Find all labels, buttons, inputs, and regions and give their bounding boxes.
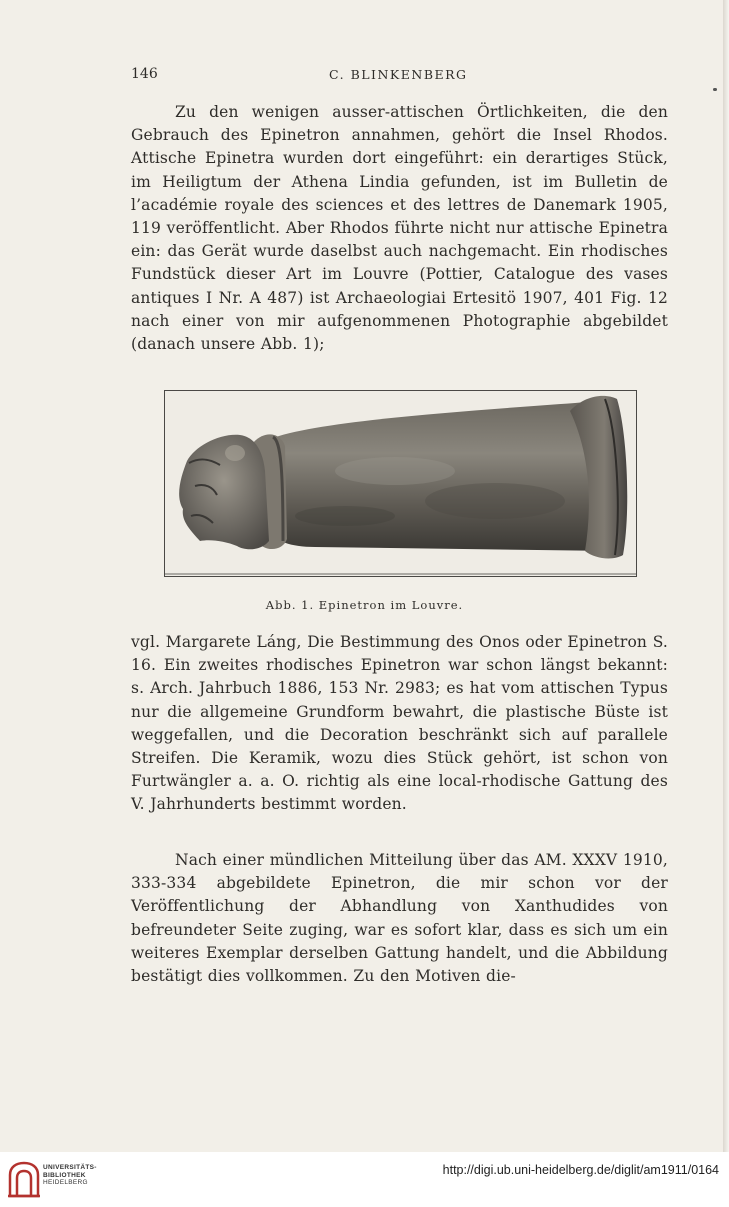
running-title: C. BLINKENBERG <box>329 67 468 82</box>
paragraph-2: vgl. Margarete Láng, Die Bestimmung des Onos oder Epinetron S. 16. Ein zweites rhodisches Epinetron war schon längst bekannt: s. Arch. Jahrbuch 1886, 153 Nr. 2983; es hat vom attischen Typus nur die allgemeine Grundform bewahrt, die plastische Büste ist weggefallen, und die Decoration beschränkt sich auf parallele Streifen. Die Keramik, wozu dies Stück gehört, ist schon von Furtwängler a. a. O. richtig als eine local-rhodische Gattung des V. Jahrhunderts bestimmt worden. <box>131 633 668 814</box>
library-name-line-1: UNIVERSITÄTS- <box>43 1164 97 1171</box>
paragraph-1: Zu den wenigen ausser-attischen Örtlichkeiten, die den Gebrauch des Epinetron annahmen, gehört die Insel Rhodos. Attische Epinetra wurden dort eingeführt: ein derartiges Stück, im Heiligtum der Athena Lindia gefunden, ist im Bulletin de l’académie royale des sciences et des lettres de Danemark 1905, 119 veröffentlicht. Aber Rhodos führte nicht nur attische Epinetra ein: das Gerät wurde daselbst auch nachgemacht. Ein rhodisches Fundstück dieser Art im Louvre (Pottier, Catalogue des vases antiques I Nr. A 487) ist Archaeologiai Ertesitö 1907, 401 Fig. 12 nach einer von mir aufgenommenen Photographie abgebildet (danach unsere Abb. 1); <box>131 103 668 354</box>
library-name <box>43 1164 97 1187</box>
library-name-line-2: BIBLIOTHEK <box>43 1171 86 1179</box>
paragraph-3: Nach einer mündlichen Mitteilung über das AM. XXXV 1910, 333-334 abgebildete Epinetron, die mir schon vor der Veröffentlichung der Abhandlung von Xanthudides von befreundeter Seite zuging, war es sofort klar, dass es sich um ein weiteres Exemplar derselben Gattung handelt, und die Abbildung bestätigt dies vollkommen. Zu den Motiven die- <box>131 851 668 986</box>
epinetron-image <box>165 391 636 576</box>
footer-bar <box>0 1152 729 1207</box>
page-header <box>131 66 668 86</box>
figure-caption: Abb. 1. Epinetron im Louvre. <box>265 598 464 612</box>
figure-epinetron-photo <box>164 390 637 577</box>
ink-speck <box>713 88 717 91</box>
page-edge <box>723 0 729 1152</box>
permalink-url[interactable]: http://digi.ub.uni-heidelberg.de/diglit/am1911/0164 <box>442 1163 719 1177</box>
library-logo-icon <box>7 1161 41 1199</box>
library-name-line-3: HEIDELBERG <box>43 1179 88 1186</box>
page-number: 146 <box>131 66 158 82</box>
